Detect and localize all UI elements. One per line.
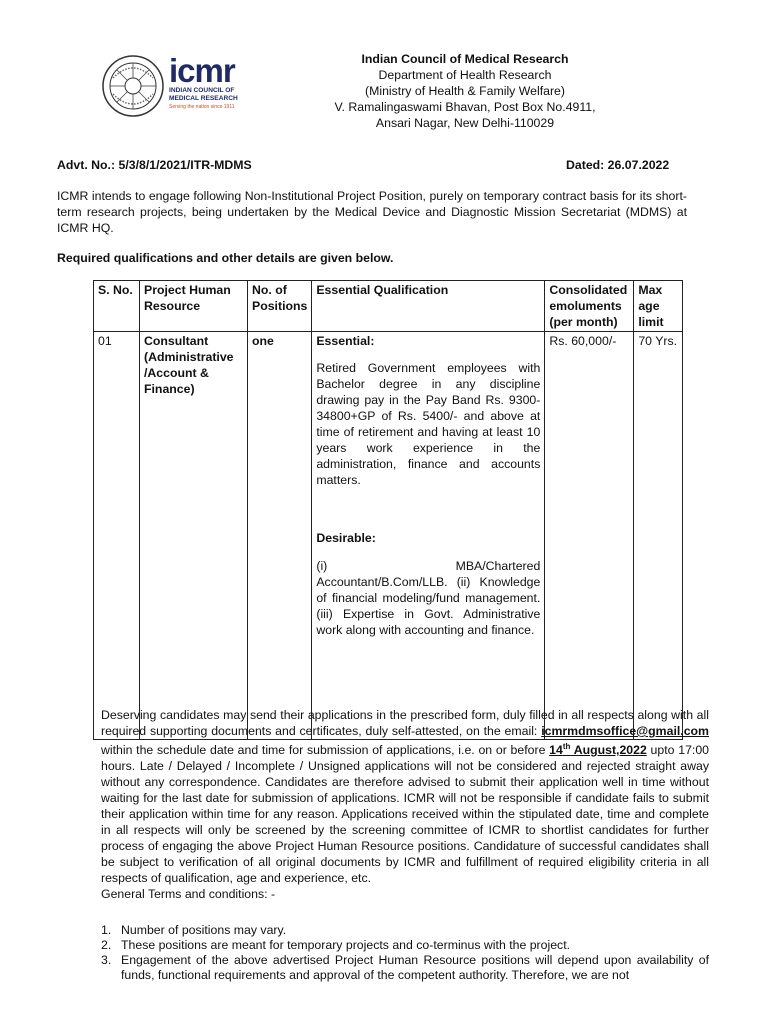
government-emblem-logo <box>101 54 165 118</box>
instructions-part-2: within the schedule date and time for submission of applications, i.e. on or before <box>101 743 550 758</box>
required-heading: Required qualifications and other details are given below. <box>57 251 394 265</box>
row-sno: 01 <box>94 332 140 740</box>
essential-text: Retired Government employees with Bachelor degree in any discipline drawing pay in the Pay Band Rs. 9300-34800+GP of Rs. 5400/- and above at time of retirement and having at least 10 years work experience in the administration, finance and accounts matters. <box>316 361 541 487</box>
last-date-suffix: th <box>562 742 571 751</box>
row-resource: Consultant (Administrative /Account & Finance) <box>140 332 248 740</box>
instructions-part-3: upto 17:00 hours. Late / Delayed / Incomplete / Unsigned applications will not be considered and rejected straight away without any correspondence. Candidates are therefore advised to submit their application well in time without waiting for the last date for submission of applications. ICMR will not be responsible if candidate fails to submit their application within time for any reason. Applications received within the stipulated date, time and complete in all respects will only be screened by the screening committee of ICMR to shortlist candidates for further process of engaging the above Project Human Resource positions. Candidature of successful candidates shall be subject to verification of all original documents by ICMR and fulfillment of required eligibility criteria in all respects of qualification, age and experience, etc. <box>101 743 709 886</box>
ministry-line: (Ministry of Health & Family Welfare) <box>365 84 565 98</box>
row-emoluments: Rs. 60,000/- <box>545 332 634 740</box>
desirable-label: Desirable: <box>316 531 376 545</box>
list-item <box>101 953 709 983</box>
department-line: Department of Health Research <box>378 68 552 82</box>
term-number: 1. <box>101 923 112 937</box>
term-number: 2. <box>101 938 112 952</box>
term-number: 3. <box>101 953 112 967</box>
icmr-logo-tagline: Serving the nation since 1911 <box>169 104 235 110</box>
table-header-row <box>94 281 683 332</box>
header-qualification: Essential Qualification <box>312 281 545 332</box>
term-text: Number of positions may vary. <box>121 923 287 937</box>
address-line-1: V. Ramalingaswami Bhavan, Post Box No.4911, <box>334 100 596 114</box>
icmr-logo-sub-2: MEDICAL RESEARCH <box>169 95 238 102</box>
intro-paragraph: ICMR intends to engage following Non-Institutional Project Position, purely on temporary contract basis for its short-term research projects, being undertaken by the Medical Device and Diagnostic Mission Secretariat (MDMS) at ICMR HQ. <box>57 189 687 235</box>
term-text: These positions are meant for temporary projects and co-terminus with the project. <box>121 938 571 952</box>
header-emoluments: Consolidated emoluments (per month) <box>545 281 634 332</box>
advertisement-date: Dated: 26.07.2022 <box>566 158 670 172</box>
desirable-text: (i) MBA/Chartered Accountant/B.Com/LLB. (ii) Knowledge of financial modeling/fund management. (iii) Expertise in Govt. Administrative work along with accounting and finance. <box>316 559 541 637</box>
header-age: Max age limit <box>634 281 683 332</box>
last-date-day: 14 <box>549 743 563 758</box>
last-date-month-year: August,2022 <box>570 743 647 758</box>
term-text: Engagement of the above advertised Project Human Resource positions will depend upon availability of funds, functional requirements and approval of the competent authority. Therefore, we are not <box>121 953 709 982</box>
header-positions: No. of Positions <box>248 281 312 332</box>
list-item <box>101 923 709 938</box>
terms-heading: General Terms and conditions: - <box>101 887 276 902</box>
letterhead-address <box>310 51 620 131</box>
icmr-logo <box>169 54 269 124</box>
essential-label: Essential: <box>316 334 375 348</box>
list-item <box>101 938 709 953</box>
application-instructions <box>101 707 709 902</box>
instructions-part-1: Deserving candidates may send their applications in the prescribed form, duly filled in all respects along with all required supporting documents and certificates, duly self-attested, on the email: <box>101 708 709 738</box>
table-row <box>94 332 683 740</box>
icmr-logo-sub-1: INDIAN COUNCIL OF <box>169 87 235 94</box>
application-email-link[interactable]: icmrmdmsoffice@gmail.com <box>541 724 709 738</box>
org-name: Indian Council of Medical Research <box>361 52 569 66</box>
row-positions: one <box>248 332 312 740</box>
row-age: 70 Yrs. <box>634 332 683 740</box>
icmr-logo-text: icmr <box>169 52 235 89</box>
row-qualification <box>312 332 545 740</box>
positions-table <box>93 280 683 740</box>
address-line-2: Ansari Nagar, New Delhi-110029 <box>375 116 555 130</box>
last-date <box>549 743 647 757</box>
advertisement-number: Advt. No.: 5/3/8/1/2021/ITR-MDMS <box>57 158 252 172</box>
terms-list <box>101 923 709 983</box>
header-resource: Project Human Resource <box>140 281 248 332</box>
header-sno: S. No. <box>94 281 140 332</box>
